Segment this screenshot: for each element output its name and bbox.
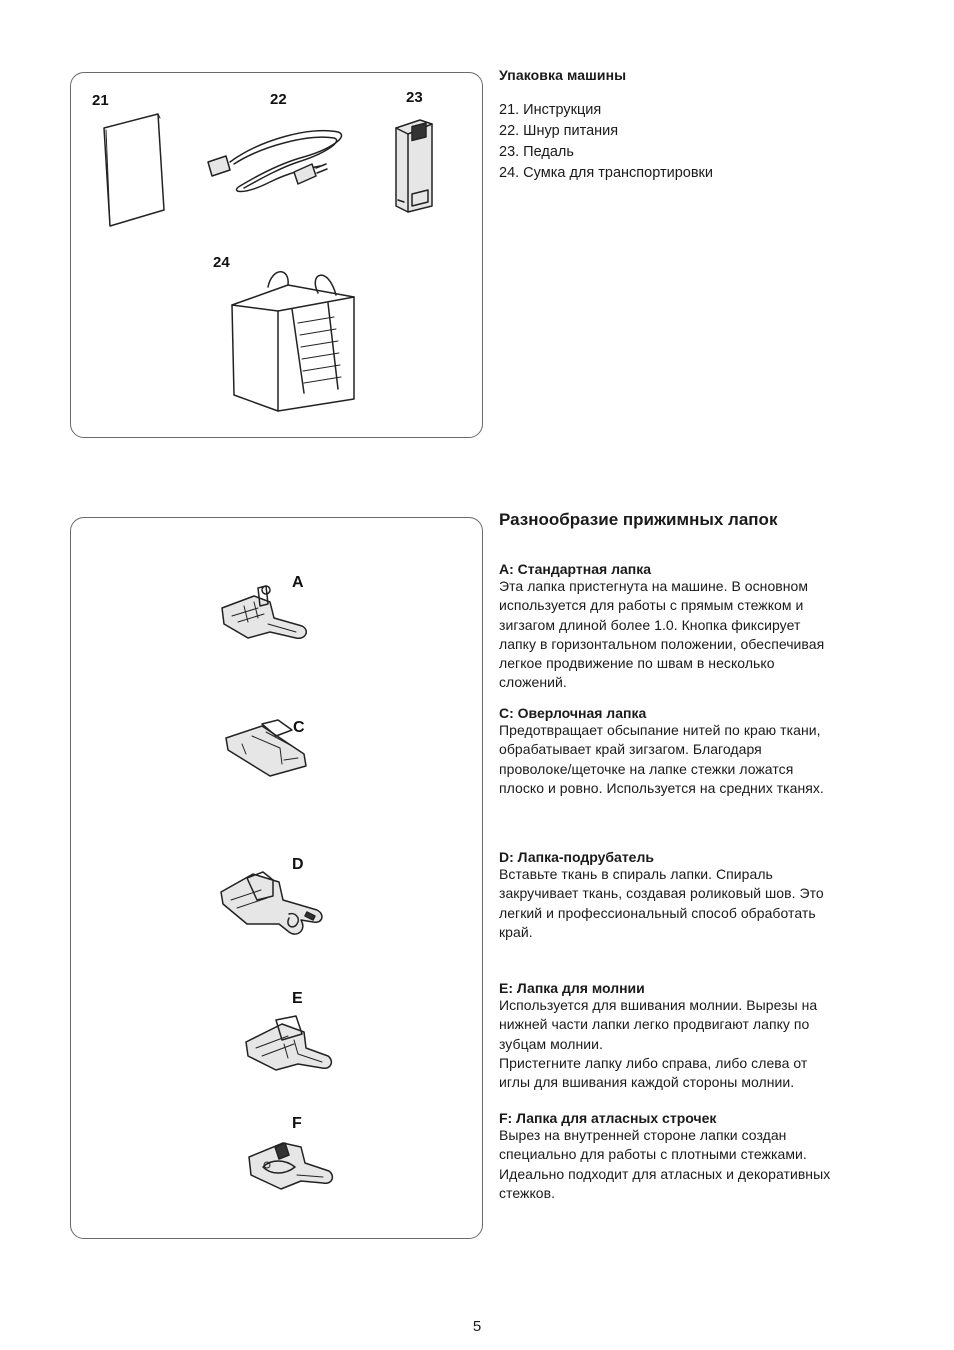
carrying-bag-icon (228, 265, 358, 415)
foot-text-line: зубцам молнии. (499, 1035, 603, 1052)
satin-stitch-foot-icon (245, 1137, 337, 1195)
foot-text-line: Пристегните лапку либо справа, либо слева от (499, 1054, 808, 1071)
foot-text-line: иглы для вшивания каждой стороны молнии. (499, 1074, 795, 1091)
foot-title-e: E: Лапка для молнии (499, 980, 645, 996)
foot-text-line: Вырез на внутренней стороне лапки создан (499, 1127, 787, 1143)
foot-text-line: легкий и профессиональный способ обработать (499, 904, 816, 921)
foot-label-a: A (292, 574, 304, 591)
packaging-item: 22. Шнур питания (499, 123, 619, 139)
presser-feet-heading: Разнообразие прижимных лапок (499, 510, 778, 529)
standard-foot-icon (218, 582, 313, 647)
foot-label-e: E (292, 990, 303, 1007)
foot-description-c (499, 705, 894, 798)
item-number-24: 24 (213, 254, 230, 271)
page-number: 5 (472, 1318, 482, 1335)
packaging-item: 21. Инструкция (499, 102, 602, 118)
hemmer-foot-icon (217, 868, 329, 940)
foot-text-line: закручивает ткань, создавая роликовый шов. Это (499, 885, 824, 902)
foot-text-line: сложений. (499, 674, 567, 691)
zipper-foot-icon (242, 1014, 337, 1074)
foot-text-line: Идеально подходит для атласных и декоративных (499, 1165, 831, 1182)
foot-pedal-icon (390, 114, 440, 214)
foot-text-line: плоско и ровно. Используется на средних тканях. (499, 779, 824, 796)
foot-text-line: стежков. (499, 1184, 556, 1201)
packaging-heading: Упаковка машины (499, 67, 627, 83)
foot-text-line: лапку в горизонтальном положении, обеспечивая (499, 635, 825, 652)
overlock-foot-icon (222, 718, 312, 780)
foot-description-a (499, 561, 894, 693)
packaging-list (499, 100, 713, 184)
foot-text-line: легкое продвижение по швам в несколько (499, 655, 775, 672)
foot-title-d: D: Лапка-подрубатель (499, 849, 654, 865)
foot-text-line: край. (499, 923, 533, 940)
packaging-item: 24. Сумка для транспортировки (499, 165, 713, 181)
foot-text-line: нижней части лапки легко продвигают лапку по (499, 1016, 810, 1033)
foot-text-line: Эта лапка пристегнута на машине. В основном (499, 578, 809, 594)
foot-text-line: Используется для вшивания молнии. Вырезы на (499, 997, 818, 1013)
packaging-item: 23. Педаль (499, 144, 574, 160)
foot-label-c: C (293, 719, 305, 736)
foot-text-line: Предотвращает обсыпание нитей по краю ткани, (499, 722, 821, 738)
foot-title-a: A: Стандартная лапка (499, 561, 651, 577)
power-cord-icon (200, 120, 350, 200)
foot-text-line: специально для работы с плотными стежками. (499, 1146, 807, 1163)
foot-description-d (499, 849, 894, 942)
foot-text-line: проволоке/щеточке на лапке стежки ложатся (499, 760, 794, 777)
foot-title-f: F: Лапка для атласных строчек (499, 1110, 717, 1126)
foot-label-f: F (292, 1115, 302, 1132)
foot-text-line: обрабатывает край зигзагом. Благодаря (499, 741, 762, 758)
foot-description-e (499, 980, 894, 1092)
item-number-23: 23 (406, 89, 423, 106)
item-number-21: 21 (92, 92, 109, 109)
item-number-22: 22 (270, 91, 287, 108)
foot-text-line: используется для работы с прямым стежком и (499, 597, 804, 614)
foot-text-line: зигзагом длиной более 1.0. Кнопка фиксирует (499, 616, 801, 633)
foot-description-f (499, 1110, 894, 1203)
instruction-manual-icon (100, 110, 170, 230)
foot-title-c: C: Оверлочная лапка (499, 705, 647, 721)
foot-label-d: D (292, 856, 304, 873)
foot-text-line: Вставьте ткань в спираль лапки. Спираль (499, 866, 773, 882)
